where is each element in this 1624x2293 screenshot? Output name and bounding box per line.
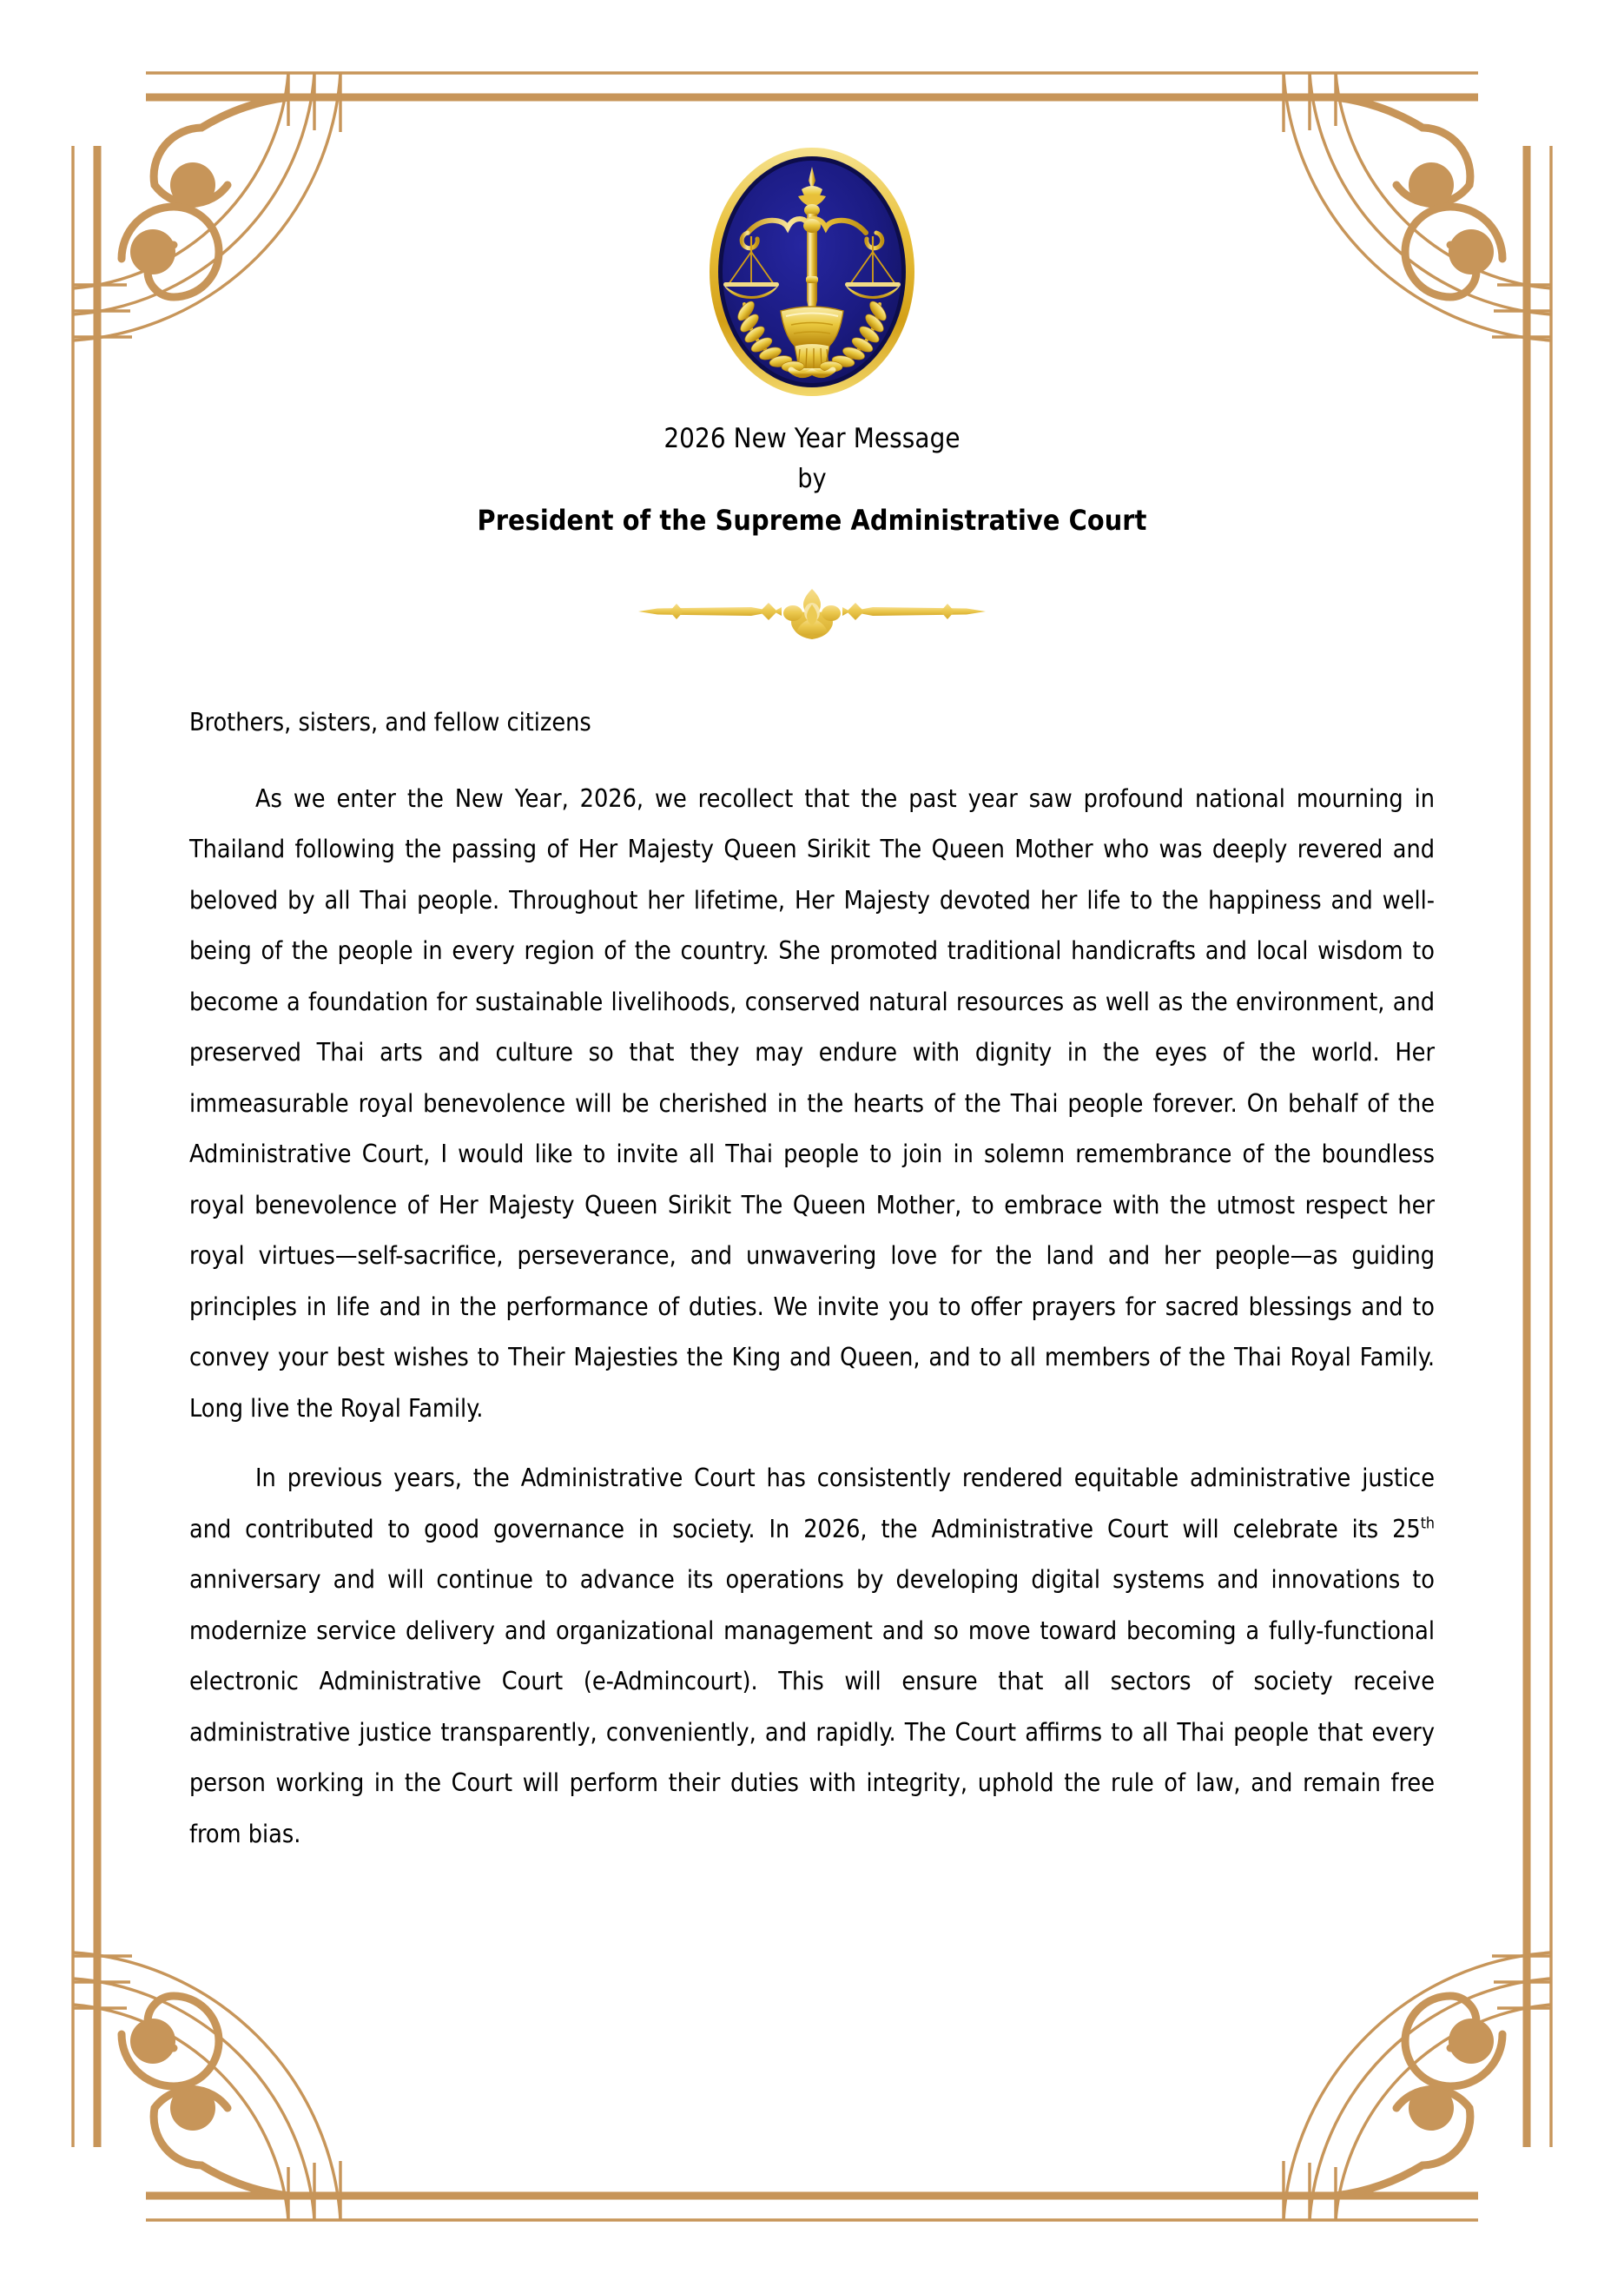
ordinal-suffix-th: th [1420,1515,1435,1532]
corner-ornament-bottom-right [1284,1953,1551,2220]
title-line-3: President of the Supreme Administrative Court [477,503,1147,537]
title-line-1: 2026 New Year Message [663,423,961,454]
scales-of-justice-emblem [708,146,916,398]
corner-ornament-bottom-left [73,1953,340,2220]
court-emblem-container [0,146,1624,398]
document-body [189,710,1435,1860]
thai-floral-divider-ornament [604,584,1020,639]
title-line-2: by [797,464,827,495]
paragraph-2-part-after-ordinal: anniversary and will continue to advance its operations by developing digital systems and innovations to modernize service delivery and organizational management and so move toward becoming a fully-functional electronic Administrative Court (e-Admincourt). This will ensure that all sectors of society receive administrative justice transparently, conveniently, and rapidly. The Court affirms to all Thai people that every person working in the Court will perform their duties with integrity, uphold the rule of law, and remain free from bias. [189,1565,1435,1848]
document-title-block [0,419,1624,541]
body-paragraph-1: As we enter the New Year, 2026, we recollect that the past year saw profound national mourning in Thailand following the passing of Her Majesty Queen Sirikit The Queen Mother who was deeply revered and beloved by all Thai people. Throughout her lifetime, Her Majesty devoted her life to the happiness and well-being of the people in every region of the country. She promoted traditional handicrafts and local wisdom to become a foundation for sustainable livelihoods, conserved natural resources as well as the environment, and preserved Thai arts and culture so that they may endure with dignity in the eyes of the world. Her immeasurable royal benevolence will be cherished in the hearts of the Thai people forever. On behalf of the Administrative Court, I would like to invite all Thai people to join in solemn remembrance of the boundless royal benevolence of Her Majesty Queen Sirikit The Queen Mother, to embrace with the utmost respect her royal virtues—self-sacrifice, perseverance, and unwavering love for the land and her people—as guiding principles in life and in the performance of duties. We invite you to offer prayers for sacred blessings and to convey your best wishes to Their Majesties the King and Queen, and to all members of the Thai Royal Family. Long live the Royal Family. [189,783,1435,1423]
body-paragraph-2 [189,1453,1435,1860]
salutation: Brothers, sisters, and fellow citizens [189,708,591,737]
divider-container [0,584,1624,643]
paragraph-2-part-before-ordinal: In previous years, the Administrative Court has consistently rendered equitable administrative justice and contributed to good governance in society. In 2026, the Administrative Court will celebrate its 25 [189,1464,1435,1543]
